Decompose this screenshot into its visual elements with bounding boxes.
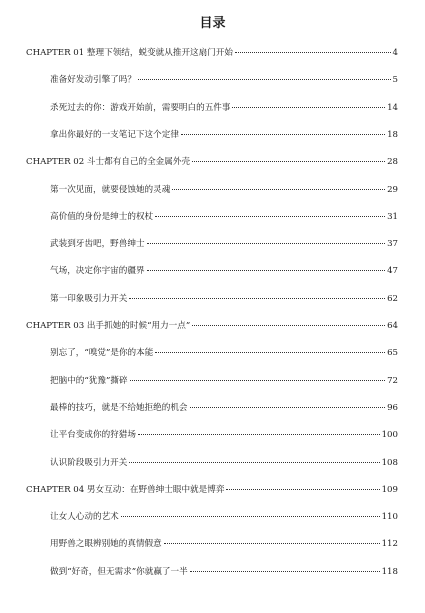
toc-chapter-entry[interactable]	[26, 156, 398, 168]
toc-entry-label: 准备好发动引擎了吗？	[50, 75, 136, 85]
toc-entry-label: CHAPTER 01 整理下领结，蜕变就从推开这扇门开始	[26, 48, 234, 58]
toc-section-entry[interactable]	[50, 293, 398, 305]
dot-leader	[147, 270, 386, 271]
toc-page-number: 14	[387, 103, 398, 113]
toc-chapter-entry[interactable]	[26, 320, 398, 332]
dot-leader	[129, 298, 385, 299]
toc-entry-label: 让女人心动的艺术	[50, 512, 119, 522]
toc-section-entry[interactable]	[50, 211, 398, 223]
dot-leader	[130, 380, 386, 381]
dot-leader	[138, 79, 391, 80]
dot-leader	[235, 52, 391, 53]
toc-page-number: 72	[387, 376, 398, 386]
toc-entry-label: CHAPTER 03 出手抓她的时候“用力一点”	[26, 321, 191, 331]
toc-page-number: 18	[387, 130, 398, 140]
toc-page-number: 37	[387, 239, 398, 249]
dot-leader	[138, 434, 380, 435]
toc-section-entry[interactable]	[50, 102, 398, 114]
toc-entry-label: 别忘了，“嗅觉”是你的本能	[50, 348, 154, 358]
toc-section-entry[interactable]	[50, 238, 398, 250]
toc-page-number: 65	[387, 348, 398, 358]
toc-entry-label: 最棒的技巧，就是不给她拒绝的机会	[50, 403, 188, 413]
dot-leader	[226, 489, 379, 490]
toc-entry-label: 做到“好奇，但无需求”你就赢了一半	[50, 567, 188, 577]
dot-leader	[192, 325, 385, 326]
toc-page-number: 109	[381, 485, 398, 495]
dot-leader	[164, 543, 380, 544]
dot-leader	[190, 571, 380, 572]
toc-page-number: 100	[381, 430, 398, 440]
toc-section-entry[interactable]	[50, 74, 398, 86]
toc-section-entry[interactable]	[50, 402, 398, 414]
toc-entry-label: 高价值的身份是绅士的权杖	[50, 212, 154, 222]
toc-page-number: 112	[381, 539, 398, 549]
toc-entry-label: 气场，决定你宇宙的疆界	[50, 266, 145, 276]
toc-page-number: 4	[392, 48, 398, 58]
toc-section-entry[interactable]	[50, 566, 398, 578]
toc-page-number: 5	[392, 75, 398, 85]
toc-page-number: 31	[387, 212, 398, 222]
dot-leader	[147, 243, 386, 244]
toc-entry-label: 用野兽之眼辨别她的真情假意	[50, 539, 162, 549]
toc-entry-label: 杀死过去的你：游戏开始前，需要明白的五件事	[50, 103, 231, 113]
toc-section-entry[interactable]	[50, 511, 398, 523]
toc-entry-label: 拿出你最好的一支笔记下这个定律	[50, 130, 179, 140]
toc-section-entry[interactable]	[50, 129, 398, 141]
dot-leader	[155, 216, 385, 217]
toc-entry-label: CHAPTER 04 男女互动：在野兽绅士眼中就是博弈	[26, 485, 225, 495]
toc-section-entry[interactable]	[50, 538, 398, 550]
dot-leader	[155, 352, 385, 353]
toc-entry-label: 武装到牙齿吧，野兽绅士	[50, 239, 145, 249]
dot-leader	[121, 516, 380, 517]
toc-chapter-entry[interactable]	[26, 484, 398, 496]
dot-leader	[232, 107, 385, 108]
toc-section-entry[interactable]	[50, 347, 398, 359]
toc-section-entry[interactable]	[50, 457, 398, 469]
toc-page-number: 110	[381, 512, 398, 522]
dot-leader	[129, 462, 379, 463]
toc-section-entry[interactable]	[50, 429, 398, 441]
toc-section-entry[interactable]	[50, 184, 398, 196]
toc-page-number: 96	[387, 403, 398, 413]
toc-entry-label: 把脑中的“犹豫”撕碎	[50, 376, 128, 386]
toc-page-number: 62	[387, 294, 398, 304]
toc-page-number: 29	[387, 185, 398, 195]
dot-leader	[181, 134, 385, 135]
dot-leader	[190, 407, 386, 408]
toc-entry-label: 让平台变成你的狩猎场	[50, 430, 136, 440]
dot-leader	[172, 189, 385, 190]
toc-section-entry[interactable]	[50, 375, 398, 387]
page-title: 目录	[199, 16, 226, 31]
dot-leader	[192, 161, 385, 162]
toc-page-number: 28	[387, 157, 398, 167]
toc-entry-label: 认识阶段吸引力开关	[50, 458, 128, 468]
toc-section-entry[interactable]	[50, 265, 398, 277]
toc-entry-label: 第一次见面，就要侵蚀她的灵魂	[50, 185, 171, 195]
toc-entry-label: CHAPTER 02 斗士都有自己的全金属外壳	[26, 157, 191, 167]
toc-page-number: 47	[387, 266, 398, 276]
toc-page-number: 118	[381, 567, 398, 577]
toc-chapter-entry[interactable]	[26, 47, 398, 59]
toc-page-number: 64	[387, 321, 398, 331]
toc-entry-label: 第一印象吸引力开关	[50, 294, 128, 304]
toc-page-number: 108	[381, 458, 398, 468]
